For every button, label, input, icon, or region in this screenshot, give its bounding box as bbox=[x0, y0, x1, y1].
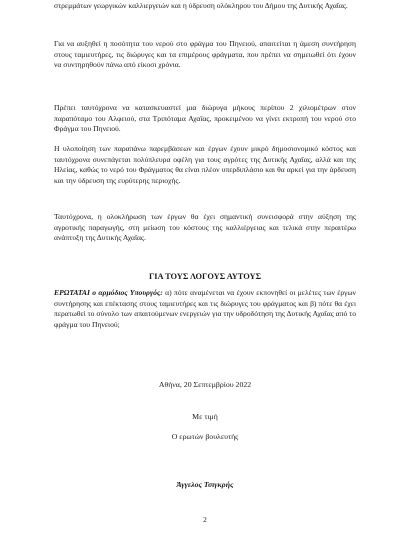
question-paragraph bbox=[54, 288, 356, 330]
section-heading: ΓΙΑ ΤΟΥΣ ΛΟΓΟΥΣ ΑΥΤΟΥΣ bbox=[148, 272, 262, 281]
question-body: α) πότε αναμένεται να έχουν εκπονηθεί οι μελέτες των έργων συντήρησης και επέκτασης στους ταμιευτήρες και τις διώρυγες του φράγματος και β) πότε θα έχει περατωθεί το σύνολο των απαιτούμενων ενεργειών για την υδροδότηση της Δυτικής Αχαΐας από το φράγμα του Πηνειού; bbox=[54, 288, 356, 329]
paragraph-1: στρεμμάτων γεωργικών καλλιεργειών και η ύδρευση ολόκληρου του Δήμου της Δυτικής Αχαΐας. bbox=[54, 1, 348, 10]
page-number: 2 bbox=[203, 515, 207, 524]
paragraph-4: Η υλοποίηση των παραπάνω παρεμβάσεων και έργων έχουν μικρό δημοσιονομικό κόστος και ταυτόχρονα συνεπάγεται πολύπλευρα οφέλη για τους αγρότες της Δυτικής Αχαΐας, αλλά και της Ηλείας, καθώς το νερό του Φράγματος θα είναι πλέον υπερδιπλάσιο και θα αρκεί για την άρδευση και την ύδρευση της ευρύτερης περιοχής. bbox=[54, 144, 356, 185]
signer-name: Άγγελος Τσιγκρής bbox=[176, 480, 234, 489]
signer-role: Ο ερωτών βουλευτής bbox=[171, 432, 239, 441]
closing-line: Με τιμή bbox=[192, 412, 218, 421]
date-line: Αθήνα, 20 Σεπτεμβρίου 2022 bbox=[158, 380, 252, 389]
paragraph-3: Πρέπει ταυτόχρονα να κατασκευαστεί μια διώρυγα μήκους περίπου 2 χιλιομέτρων στον παραπόταμο του Αλφειού, στα Τριπόταμα Αχαΐας, προκειμένου να γίνει εκτροπή του νερού στο Φράγμα του Πηνειού. bbox=[54, 103, 356, 134]
paragraph-2: Για να αυξηθεί η ποσότητα του νερού στο φράγμα του Πηνειού, απαιτείται η άμεση συντήρηση στους ταμιευτήρες, τις διώρυγες και τα επιμέρους φράγματα, που πρέπει να σημειωθεί ότι έχουν να συντηρηθούν πάνω από είκοσι χρόνια. bbox=[54, 39, 356, 70]
question-lead: ΕΡΩΤΑΤΑΙ ο αρμόδιος Υπουργός: bbox=[54, 288, 163, 297]
paragraph-5: Ταυτόχρονα, η ολοκλήρωση των έργων θα έχει σημαντική συνεισφορά στην αύξηση της αγροτικής παραγωγής, στη μείωση του κόστους της καλλιέργειας και τελικά στην περαιτέρω ανάπτυξη της Δυτικής Αχαΐας. bbox=[54, 212, 356, 243]
